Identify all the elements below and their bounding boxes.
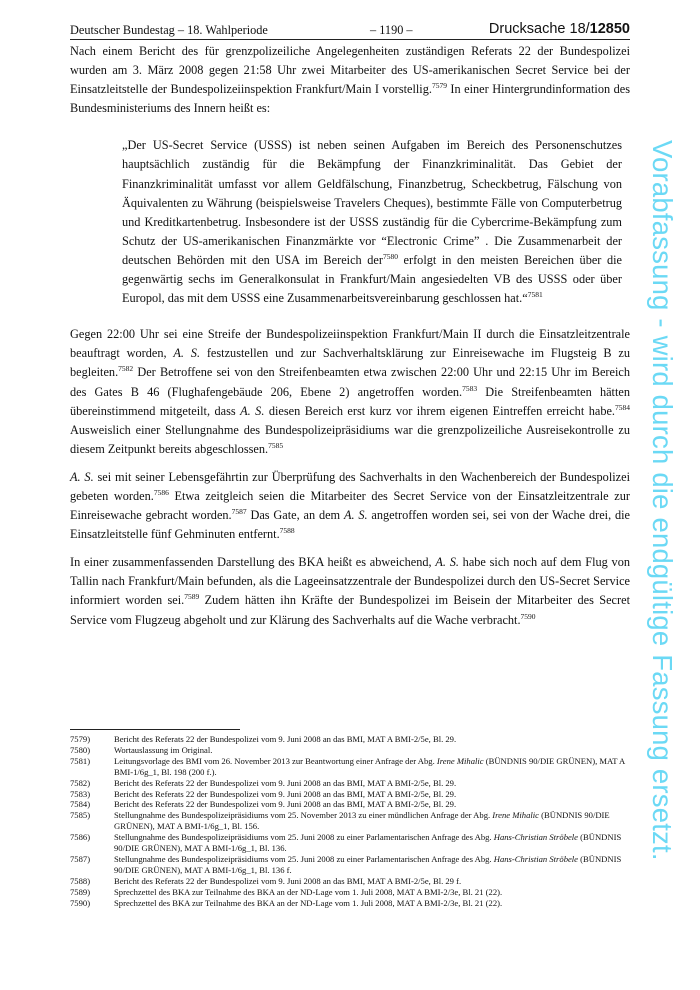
- person-name: Irene Mihalic: [492, 810, 539, 821]
- footnote-number: 7580): [70, 744, 91, 755]
- footnote-item: [70, 745, 630, 756]
- footnote-item: [70, 799, 630, 810]
- text-run: festzustellen und zur Sachverhaltsklärung zur Einreisewache im Flugsteig B zu begleiten.: [70, 346, 631, 380]
- footnote-number: 7587): [70, 853, 91, 864]
- footnote-text: Bericht des Referats 22 der Bundespolizei vom 9. Juni 2008 an das BMI, MAT A BMI-2/5e, Bl. 29.: [114, 788, 457, 799]
- footnote-item: [70, 778, 630, 789]
- text-run: In einer Hintergrundinformation des Bundesministeriums des Innern heißt es:: [70, 82, 630, 116]
- footnote-text: Sprechzettel des BKA zur Teilnahme des BKA an der ND-Lage vom 1. Juli 2008, MAT A BMI-2/3e, Bl. 21 (22).: [114, 886, 503, 897]
- text-run: Zudem hätten ihn Kräfte der Bundespolizei im Beisein der Mitarbeiter des Secret Service vom Flugzeug abgeholt und zur Klärung des Sachverhalts auf die Wache verbracht.: [70, 593, 630, 627]
- footnote-ref[interactable]: 7582: [118, 364, 134, 374]
- footnote-rule: [70, 729, 240, 730]
- footnote-number: 7581): [70, 755, 91, 766]
- person-name: A. S.: [70, 469, 94, 484]
- person-name: A. S.: [343, 508, 368, 523]
- footnote-item: [70, 887, 630, 898]
- text-run: Ausweislich einer Stellungnahme des Bundespolizeipräsidiums war die grenzpolizeiliche Ausreisekontrolle zu diesem Zeitpunkt bereits abgeschlossen.: [70, 422, 630, 456]
- footnote-number: 7590): [70, 897, 91, 908]
- footnote-number: 7583): [70, 788, 91, 799]
- footnote-number: 7586): [70, 832, 91, 843]
- header-publication: Deutscher Bundestag – 18. Wahlperiode: [70, 23, 268, 37]
- text-run: diesen Bereich erst kurz vor ihrem eigenen Eintreffen erreicht habe.: [264, 403, 615, 418]
- person-name: Hans-Christian Ströbele: [493, 832, 579, 843]
- footnote-ref[interactable]: 7589: [184, 592, 200, 602]
- footnote-item: [70, 789, 630, 800]
- footnote-ref[interactable]: 7581: [527, 290, 543, 300]
- footnote-number: 7579): [70, 734, 91, 744]
- text-run: sei mit seiner Lebensgefährtin zur Überprüfung des Sachverhalts in den Wachenbereich der Bundespolizei gebeten worden.: [70, 469, 630, 503]
- text-run: erfolgt in den meisten Bereichen über die gegenwärtig sechs im Generalkonsulat in Frankfurt/Main angesiedelten VB des USSS oder über Europol, das mit dem USSS eine Zusammenarbeitsvereinbarung geschlossen hat.“: [122, 252, 622, 306]
- text-run: angetroffen worden sei, sei von der Wache drei, die Einsatzleitstelle fünf Gehminuten entfernt.: [70, 508, 630, 542]
- footnote-number: 7582): [70, 777, 91, 788]
- person-name: A. S.: [173, 346, 201, 361]
- footnotes: [70, 734, 630, 909]
- header-doc-number-a: 18/: [569, 21, 590, 37]
- watermark-text: Vorabfassung - wird durch die endgültige Fassung ersetzt.: [647, 140, 678, 861]
- footnote-text: Bericht des Referats 22 der Bundespolizei vom 9. Juni 2008 an das BMI, MAT A BMI-2/5e, Bl. 29.: [114, 734, 457, 744]
- text-run: Das Gate, an dem: [246, 508, 344, 523]
- footnote-number: 7588): [70, 875, 91, 886]
- paragraph-2: [70, 325, 630, 459]
- text-run: Die Streifenbeamten hätten übereinstimmend mitgeteilt, dass: [70, 384, 630, 418]
- text-run: habe sich noch auf dem Flug von Tallin nach Frankfurt/Main befunden, als die Lageeinsatzzentrale der Bundespolizei durch den US-Secret Service informiert worden sei.: [70, 555, 630, 608]
- footnote-text: Wortauslassung im Original.: [114, 744, 213, 755]
- text-run: Nach einem Bericht des für grenzpolizeiliche Angelegenheiten zuständigen Referats 22 der Bundespolizei wurden am 3. März 2008 gegen 21:58 Uhr zwei Mitarbeiter des US-amerikanischen Secret Service bei der Einsatzleitstelle der Bundespolizeiinspektion Frankfurt/Main I vorstellig.: [70, 44, 630, 97]
- header-document-number: [489, 21, 630, 37]
- paragraph-3: [70, 468, 630, 544]
- footnote-ref[interactable]: 7583: [462, 383, 478, 393]
- main-text: [70, 42, 630, 630]
- footnote-ref[interactable]: 7587: [231, 507, 247, 517]
- footnote-item: [70, 832, 630, 854]
- footnote-ref[interactable]: 7585: [268, 440, 284, 450]
- footnote-text: Sprechzettel des BKA zur Teilnahme des BKA an der ND-Lage vom 1. Juli 2008, MAT A BMI-2/3e, Bl. 21 (22).: [114, 897, 503, 908]
- footnote-item: [70, 756, 630, 778]
- person-name: A. S.: [240, 403, 265, 418]
- footnote-number: 7585): [70, 810, 91, 821]
- footnote-ref[interactable]: 7588: [279, 526, 295, 536]
- footnote-item: [70, 854, 630, 876]
- footnote-text: Stellungnahme des Bundespolizeipräsidiums vom 25. November 2013 zu einer mündlichen Anfrage der Abg. Irene Mihalic (BÜNDNIS 90/DIE GRÜNEN), MAT A BMI-1/6g_1, Bl. 156.: [114, 810, 610, 832]
- person-name: Irene Mihalic: [436, 755, 484, 766]
- footnote-number: 7589): [70, 886, 91, 897]
- person-name: A. S.: [435, 555, 459, 570]
- footnote-text: Stellungnahme des Bundespolizeipräsidiums vom 25. Juni 2008 zu einer Parlamentarischen Anfrage des Abg. Hans-Christian Ströbele (BÜNDNIS 90/DIE GRÜNEN), MAT A BMI-1/6g_1, Bl. 136.: [114, 832, 622, 854]
- footnote-ref[interactable]: 7579: [431, 81, 447, 91]
- footnote-text: Bericht des Referats 22 der Bundespolizei vom 9. Juni 2008 an das BMI, MAT A BMI-2/5e, Bl. 29.: [114, 777, 457, 788]
- page-header: [70, 21, 630, 39]
- footnote-ref[interactable]: 7590: [520, 611, 536, 621]
- text-run: In einer zusammenfassenden Darstellung des BKA heißt es abweichend,: [70, 555, 436, 570]
- footnote-text: Stellungnahme des Bundespolizeipräsidiums vom 25. Juni 2008 zu einer Parlamentarischen Anfrage des Abg. Hans-Christian Ströbele (BÜNDNIS 90/DIE GRÜNEN), MAT A BMI-1/6g_1, Bl. 136 f.: [114, 853, 622, 875]
- paragraph-4: [70, 553, 630, 629]
- footnote-item: [70, 876, 630, 887]
- footnote-ref[interactable]: 7586: [153, 487, 169, 497]
- text-run: Gegen 22:00 Uhr sei eine Streife der Bundespolizeiinspektion Frankfurt/Main II durch die Einsatzleitzentrale beauftragt worden,: [70, 327, 630, 361]
- footnote-ref[interactable]: 7580: [382, 251, 398, 261]
- header-doc-number-b: 12850: [589, 21, 630, 37]
- footnote-text: Bericht des Referats 22 der Bundespolizei vom 9. Juni 2008 an das BMI, MAT A BMI-2/5e, Bl. 29 f.: [114, 875, 462, 886]
- footnote-item: [70, 734, 630, 745]
- header-rule: [70, 39, 630, 40]
- person-name: Hans-Christian Ströbele: [493, 853, 579, 864]
- footnote-ref[interactable]: 7584: [615, 402, 630, 412]
- footnote-text: Bericht des Referats 22 der Bundespolizei vom 9. Juni 2008 an das BMI, MAT A BMI-2/5e, Bl. 29.: [114, 799, 457, 810]
- draft-watermark: [647, 140, 698, 870]
- paragraph-1: [70, 42, 630, 118]
- text-run: „Der US-Secret Service (USSS) ist neben seinen Aufgaben im Bereich des Personenschutzes hauptsächlich zuständig für die Bekämpfung der Finanzkriminalität. Das Gebiet der Finanzkriminalität umfasst vor allem Geldfälschung, Finanzbetrug, Scheckbetrug, Fälschung von Äquivalenten zu Währung (beispielsweise Travelers Cheques), bestimmte Fälle von Computerbetrug und Kreditkartenbetrug. Insbesondere ist der USSS zuständig für die Cybercrime-Bekämpfung zum Schutz der US-amerikanischen Finanzmärkte vor “Electronic Crime” . Die Zusammenarbeit der deutschen Behörden mit den USA im Bereich der: [122, 138, 622, 267]
- header-doc-prefix: Drucksache: [488, 21, 566, 37]
- text-run: Der Betroffene sei von den Streifenbeamten etwa zwischen 22:00 Uhr und 22:15 Uhr im Bereich des Gates B 46 (Flughafengebäude 206, Ebene 2) angetroffen worden.: [70, 365, 630, 399]
- footnote-item: [70, 898, 630, 909]
- footnote-text: Leitungsvorlage des BMI vom 26. November 2013 zur Beantwortung einer Anfrage der Abg. Irene Mihalic (BÜNDNIS 90/DIE GRÜNEN), MAT A BMI-1/6g_1, Bl. 198 (200 f.).: [114, 755, 625, 777]
- footnote-number: 7584): [70, 799, 91, 810]
- block-quote: [122, 136, 622, 308]
- header-page-number: – 1190 –: [370, 23, 413, 37]
- text-run: Etwa zeitgleich seien die Mitarbeiter des Secret Service von der Einsatzleitzentrale zur Einreisewache gebracht worden.: [70, 488, 630, 523]
- footnote-item: [70, 810, 630, 832]
